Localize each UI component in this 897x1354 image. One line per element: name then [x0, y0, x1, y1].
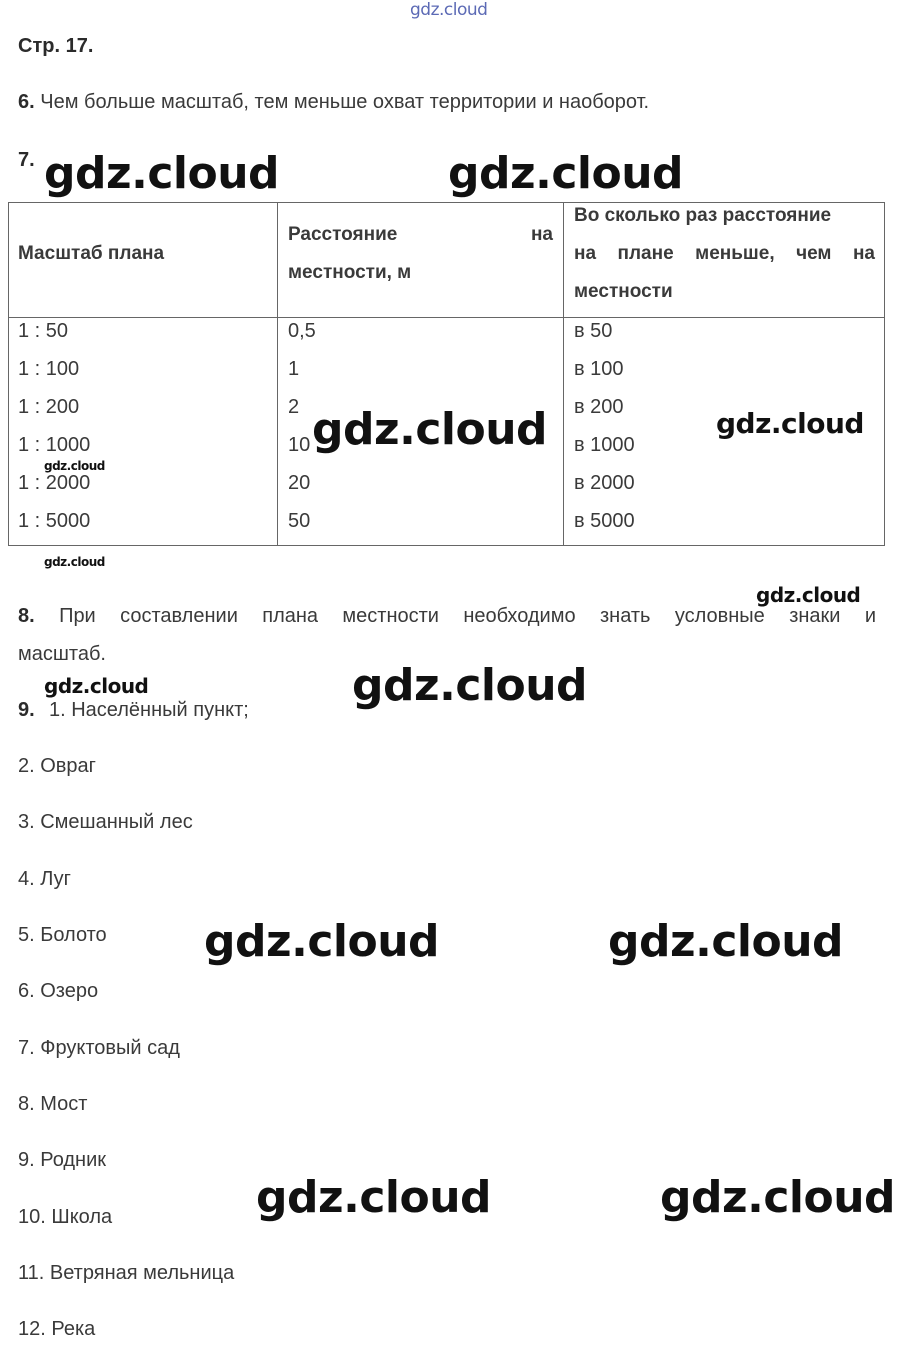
- watermark: gdz.cloud: [608, 916, 844, 967]
- watermark: gdz.cloud: [716, 407, 864, 440]
- list-item: 2. Овраг: [18, 755, 96, 777]
- header-ratio-word: на: [852, 243, 875, 264]
- header-distance-word2: на: [530, 224, 553, 245]
- table-border-left: [8, 202, 9, 546]
- table-col-divider-2: [563, 202, 564, 546]
- watermark: gdz.cloud: [204, 916, 440, 967]
- question-8-word: условные: [674, 605, 765, 627]
- question-8-word: знать: [599, 605, 651, 627]
- question-8-number: 8.: [18, 605, 35, 627]
- watermark-top: gdz.cloud: [410, 0, 488, 20]
- list-item: 10. Школа: [18, 1206, 113, 1228]
- cell-scale: 1 : 1000: [18, 434, 91, 456]
- question-8-line1: [18, 604, 876, 628]
- cell-scale: 1 : 2000: [18, 472, 91, 494]
- header-ratio-word: плане: [617, 243, 674, 264]
- cell-scale: 1 : 100: [18, 358, 80, 380]
- question-7-number: 7.: [18, 149, 35, 171]
- question-6-text: Чем больше масштаб, тем меньше охват территории и наоборот.: [40, 91, 650, 113]
- header-ratio-word: меньше,: [695, 243, 775, 264]
- question-8-word: необходимо: [463, 605, 576, 627]
- watermark: gdz.cloud: [44, 148, 280, 199]
- cell-ratio: в 200: [574, 396, 624, 418]
- list-item: 6. Озеро: [18, 980, 99, 1002]
- cell-scale: 1 : 5000: [18, 510, 91, 532]
- table-border-bottom: [8, 545, 885, 546]
- table-border-right: [884, 202, 885, 546]
- scale-table: [8, 202, 885, 546]
- list-item: 12. Река: [18, 1318, 96, 1340]
- header-distance-word1: Расстояние: [288, 224, 398, 245]
- question-8-word: и: [864, 605, 876, 627]
- header-scale: Масштаб плана: [18, 243, 165, 264]
- header-ratio-line2: [574, 235, 875, 273]
- list-item: 5. Болото: [18, 924, 107, 946]
- question-8-word: составлении: [120, 605, 238, 627]
- header-distance-line2: местности, м: [288, 262, 412, 283]
- cell-ratio: в 100: [574, 358, 624, 380]
- watermark: gdz.cloud: [448, 148, 684, 199]
- question-8-word: знаки: [789, 605, 841, 627]
- cell-distance: 2: [288, 396, 300, 418]
- table-col-divider-1: [277, 202, 278, 546]
- list-item: 8. Мост: [18, 1093, 88, 1115]
- cell-ratio: в 5000: [574, 510, 635, 532]
- header-ratio-word: чем: [796, 243, 832, 264]
- question-8-line2: масштаб.: [18, 643, 106, 665]
- cell-distance: 1: [288, 358, 300, 380]
- header-ratio-line1: Во сколько раз расстояние: [574, 205, 832, 226]
- page-label: Стр. 17.: [18, 35, 94, 57]
- cell-ratio: в 2000: [574, 472, 635, 494]
- cell-distance: 20: [288, 472, 311, 494]
- cell-scale: 1 : 50: [18, 320, 69, 342]
- header-distance-line1: [288, 216, 553, 254]
- watermark: gdz.cloud: [312, 404, 548, 455]
- question-6-number: 6.: [18, 91, 35, 113]
- watermark: gdz.cloud: [256, 1172, 492, 1223]
- list-item: 1. Населённый пункт;: [49, 699, 249, 721]
- watermark: gdz.cloud: [44, 459, 105, 473]
- cell-distance: 10: [288, 434, 311, 456]
- cell-ratio: в 1000: [574, 434, 635, 456]
- list-item: 3. Смешанный лес: [18, 811, 193, 833]
- list-item: 11. Ветряная мельница: [18, 1262, 235, 1284]
- watermark: gdz.cloud: [660, 1172, 896, 1223]
- watermark: gdz.cloud: [352, 660, 588, 711]
- cell-distance: 0,5: [288, 320, 316, 342]
- watermark: gdz.cloud: [44, 555, 105, 569]
- question-8-word: местности: [342, 605, 439, 627]
- list-item: 4. Луг: [18, 868, 71, 890]
- cell-scale: 1 : 200: [18, 396, 80, 418]
- list-item: 7. Фруктовый сад: [18, 1037, 180, 1059]
- header-ratio-line3: местности: [574, 281, 673, 302]
- list-item: 9. Родник: [18, 1149, 107, 1171]
- cell-distance: 50: [288, 510, 311, 532]
- question-8-word: плана: [262, 605, 319, 627]
- watermark: gdz.cloud: [44, 674, 149, 698]
- cell-ratio: в 50: [574, 320, 613, 342]
- question-9-number: 9.: [18, 699, 35, 721]
- question-8-word: При: [59, 605, 96, 627]
- question-6: [18, 90, 649, 114]
- table-header-divider: [8, 317, 885, 318]
- header-ratio-word: на: [574, 243, 597, 264]
- watermark: gdz.cloud: [756, 583, 861, 607]
